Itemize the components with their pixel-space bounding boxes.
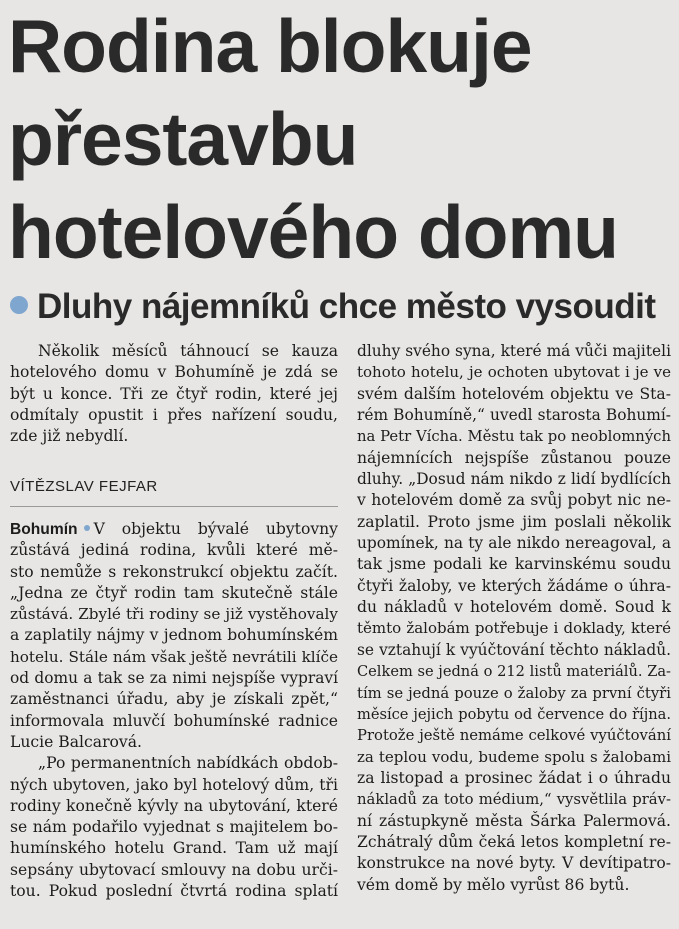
body-line: v hotelovém domě za svůj pobyt nic ne- bbox=[357, 491, 671, 510]
body-first-line: V objektu bývalé ubytovny bbox=[93, 520, 338, 538]
body-line: Celkem se jedná o 212 listů materiálů. Za- bbox=[357, 663, 671, 681]
dateline: Bohumín bbox=[10, 521, 78, 538]
body-line: těmto žalobám potřebuje i doklady, které bbox=[357, 619, 671, 638]
lead-line: odmítaly opustit i přes nařízení soudu, bbox=[10, 406, 338, 425]
body-line: dluhy svého syna, které má vůči majiteli bbox=[357, 342, 671, 360]
subheadline-text: Dluhy nájemníků chce město vysoudit bbox=[37, 287, 656, 326]
body-left-column bbox=[10, 519, 338, 902]
body-line: a zaplatily nájmy v jednom bohumínském bbox=[10, 626, 338, 645]
body-line: Protože ještě nemáme celkové vyúčtování bbox=[357, 727, 671, 745]
body-line: dluhy. „Dosud nám nikdo z lidí bydlících bbox=[357, 470, 671, 489]
bullet-icon bbox=[10, 296, 28, 314]
body-line: du nákladů v hotelovém domě. Soud k bbox=[357, 598, 671, 617]
body-line: se nám podařilo vyjednat s majitelem bo- bbox=[10, 818, 338, 837]
body-line: zaplatil. Proto jsme jim poslali několik bbox=[357, 512, 671, 531]
body-line: „Jedna ze čtyř rodin tam skutečně stále bbox=[10, 583, 338, 602]
body-line: tím se jedná pouze o žaloby za první čtyři bbox=[357, 684, 671, 702]
lead-line: být u konce. Tři ze čtyř rodin, které jej bbox=[10, 384, 338, 403]
body-line: rodiny konečně kývly na ubytování, které bbox=[10, 796, 338, 815]
lead-line: hotelového domu v Bohumíně je zdá se bbox=[10, 363, 338, 382]
body-line: hotelu. Stále nám však ještě nevrátili klíče bbox=[10, 647, 338, 666]
body-line: se vztahují k vyúčtování těchto nákladů. bbox=[357, 640, 671, 659]
body-line: ných ubytoven, jako byl hotelový dům, tři bbox=[10, 775, 338, 794]
headline-line: Rodina blokuje bbox=[8, 4, 532, 88]
body-line: „Po permanentních nabídkách obdob- bbox=[38, 754, 338, 773]
lead-line: Několik měsíců táhnoucí se kauza bbox=[38, 342, 338, 360]
body-line bbox=[10, 519, 338, 540]
body-line: tohoto hotelu, je ochoten ubytovat i je ve bbox=[357, 363, 671, 382]
headline-line: hotelového domu bbox=[8, 190, 618, 274]
body-line: sto nemůže s rekonstrukcí objektu začít. bbox=[10, 562, 338, 581]
body-line: informovala mluvčí bohumínské radnice bbox=[10, 711, 338, 730]
body-line: zůstává. Zbylé tři rodiny se již vystěhovaly bbox=[10, 605, 338, 624]
body-line: Zchátralý dům čeká letos kompletní re- bbox=[357, 832, 671, 851]
body-line: tak jsme podali ke karvinskému soudu bbox=[357, 555, 671, 574]
body-line: humínského hotelu Grand. Tam už mají bbox=[10, 839, 338, 858]
body-line: nákladů za toto médium,“ vysvětlila práv- bbox=[357, 791, 671, 809]
headline-line: přestavbu bbox=[8, 97, 358, 181]
body-line: měsíce jejich pobytu od července do října. bbox=[357, 705, 671, 723]
body-line: nájemnících nejspíše zůstanou pouze bbox=[357, 448, 671, 467]
headline bbox=[8, 0, 676, 279]
body-line: od domu a tak se za nimi nejspíše vypraví bbox=[10, 669, 338, 688]
body-line: rém Bohumíně,“ uvedl starosta Bohumí- bbox=[357, 406, 671, 425]
body-line: za listopad a prosinec žádat i o úhradu bbox=[357, 768, 671, 787]
lead-line: zde již nebydlí. bbox=[10, 427, 129, 446]
body-line: ní zástupkyně města Šárka Palermová. bbox=[357, 811, 671, 830]
body-line: konstrukce na nové byty. V devítipatro- bbox=[357, 854, 671, 873]
body-right-column bbox=[357, 341, 671, 896]
body-line: čtyři žaloby, ve kterých žádáme o úhra- bbox=[357, 576, 671, 595]
subheadline bbox=[10, 284, 670, 330]
body-line: upomínek, na ty ale nikdo nereagoval, a bbox=[357, 534, 671, 553]
body-line: na Petr Vícha. Městu tak po neoblomných bbox=[357, 428, 671, 446]
body-line: tou. Pokud poslední čtvrtá rodina splatí bbox=[10, 882, 338, 901]
body-line: sepsány ubytovací smlouvy na dobu urči- bbox=[10, 860, 338, 879]
body-line: za teplou vodu, budeme spolu s žalobami bbox=[357, 747, 671, 766]
body-line: zaměstnanci úřadu, aby je získali zpět,“ bbox=[10, 690, 338, 709]
lead-paragraph bbox=[10, 341, 338, 448]
body-line: svém dalším hotelovém objektu ve Sta- bbox=[357, 384, 671, 403]
dateline-dot-icon bbox=[84, 525, 90, 531]
body-line: Lucie Balcarová. bbox=[10, 732, 142, 751]
body-line: vém domě by mělo vyrůst 86 bytů. bbox=[357, 875, 630, 894]
byline: VÍTĚZSLAV FEJFAR bbox=[10, 478, 158, 495]
divider bbox=[10, 506, 338, 507]
body-line: zůstává jediná rodina, kvůli které mě- bbox=[10, 541, 338, 560]
